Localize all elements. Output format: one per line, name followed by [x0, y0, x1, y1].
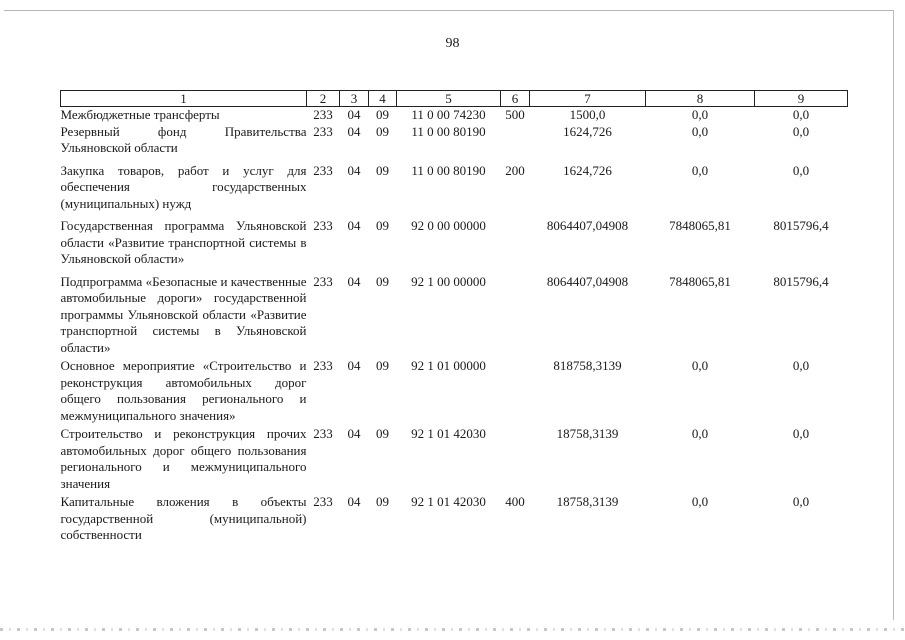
table-row — [61, 274, 848, 359]
cell-amount-col7: 8064407,04908 — [546, 273, 629, 289]
cell-name: Строительство и реконструкция прочих автомобильных дорог общего пользования регионального и межмуниципального значения — [60, 426, 307, 491]
cell-amount-col8: 0,0 — [691, 426, 709, 441]
scan-edge-bottom — [0, 628, 905, 631]
cell-target-article: 92 0 00 00000 — [411, 218, 486, 233]
header-col-7: 7 — [530, 91, 646, 107]
header-col-1: 1 — [61, 91, 307, 107]
cell-name: Капитальные вложения в объекты государственной (муниципальной) собственности — [60, 494, 307, 542]
cell-admin-code: 233 — [313, 123, 333, 139]
cell-section: 04 — [347, 123, 361, 139]
cell-section: 04 — [347, 273, 361, 289]
cell-expense-type: 500 — [505, 107, 525, 122]
cell-amount-col7: 8064407,04908 — [546, 218, 629, 233]
page-number: 98 — [445, 36, 460, 51]
cell-amount-col7: 1624,726 — [563, 162, 612, 178]
cell-admin-code: 233 — [313, 426, 333, 441]
budget-table — [60, 90, 848, 544]
cell-amount-col8: 7848065,81 — [669, 218, 731, 233]
cell-amount-col8: 0,0 — [691, 107, 709, 122]
header-col-4: 4 — [369, 91, 397, 107]
table-body — [61, 107, 848, 544]
cell-expense-type — [501, 358, 530, 426]
cell-admin-code: 233 — [313, 273, 333, 289]
header-col-5: 5 — [397, 91, 501, 107]
header-col-8: 8 — [646, 91, 755, 107]
scan-edge-right — [893, 10, 894, 620]
cell-admin-code: 233 — [313, 107, 333, 122]
cell-subsection: 09 — [376, 358, 389, 373]
cell-amount-col9: 0,0 — [792, 426, 810, 441]
header-row — [61, 91, 848, 107]
cell-amount-col8: 0,0 — [691, 123, 709, 139]
table-row — [61, 426, 848, 494]
cell-target-article: 11 0 00 74230 — [411, 107, 486, 122]
cell-subsection: 09 — [376, 218, 389, 233]
cell-name: Основное мероприятие «Строительство и реконструкция автомобильных дорог общего пользования регионального и межмуниципального значения» — [60, 358, 307, 423]
cell-amount-col8: 7848065,81 — [669, 273, 731, 289]
cell-subsection: 09 — [376, 107, 389, 122]
table-row — [61, 107, 848, 124]
cell-subsection: 09 — [376, 162, 389, 178]
cell-target-article: 92 1 01 42030 — [411, 426, 486, 441]
cell-admin-code: 233 — [313, 218, 333, 233]
cell-subsection: 09 — [376, 494, 389, 509]
cell-name: Межбюджетные трансферты — [60, 107, 220, 122]
table-row — [61, 358, 848, 426]
cell-amount-col9: 8015796,4 — [773, 273, 829, 289]
cell-amount-col9: 0,0 — [792, 358, 810, 373]
cell-amount-col9: 0,0 — [792, 123, 810, 139]
cell-name: Закупка товаров, работ и услуг для обеспечения государственных (муниципальных) нужд — [60, 162, 307, 211]
cell-section: 04 — [347, 426, 361, 441]
cell-subsection: 09 — [376, 273, 389, 289]
cell-amount-col8: 0,0 — [691, 494, 709, 509]
header-col-6: 6 — [501, 91, 530, 107]
header-col-2: 2 — [307, 91, 340, 107]
cell-admin-code: 233 — [313, 358, 333, 373]
cell-admin-code: 233 — [313, 162, 333, 178]
cell-target-article: 92 1 01 00000 — [411, 358, 486, 373]
cell-amount-col7: 818758,3139 — [553, 358, 622, 373]
cell-name: Подпрограмма «Безопасные и качественные автомобильные дороги» государственной программы Ульяновской области «Развитие транспортной системы в Ульяновской области» — [60, 273, 307, 355]
cell-section: 04 — [347, 162, 361, 178]
cell-amount-col9: 0,0 — [792, 494, 810, 509]
table-header — [61, 91, 848, 107]
cell-expense-type — [501, 124, 530, 163]
cell-section: 04 — [347, 494, 361, 509]
cell-amount-col7: 1500,0 — [569, 107, 606, 122]
header-col-3: 3 — [340, 91, 369, 107]
header-col-9: 9 — [755, 91, 848, 107]
cell-name: Государственная программа Ульяновской области «Развитие транспортной системы в Ульяновской области» — [60, 218, 307, 266]
cell-target-article: 11 0 00 80190 — [411, 123, 486, 139]
table-row — [61, 163, 848, 219]
cell-amount-col9: 0,0 — [792, 162, 810, 178]
cell-amount-col7: 18758,3139 — [556, 494, 619, 509]
cell-target-article: 92 1 00 00000 — [411, 273, 486, 289]
cell-amount-col7: 1624,726 — [563, 123, 612, 139]
cell-name: Резервный фонд Правительства Ульяновской области — [60, 123, 307, 155]
cell-amount-col9: 8015796,4 — [773, 218, 829, 233]
cell-expense-type — [501, 426, 530, 494]
cell-section: 04 — [347, 358, 361, 373]
table-row — [61, 218, 848, 274]
cell-target-article: 92 1 01 42030 — [411, 494, 486, 509]
cell-expense-type: 400 — [505, 494, 525, 509]
cell-amount-col8: 0,0 — [691, 162, 709, 178]
cell-amount-col8: 0,0 — [691, 358, 709, 373]
cell-subsection: 09 — [376, 426, 389, 441]
cell-admin-code: 233 — [313, 494, 333, 509]
scan-edge-top — [4, 10, 894, 11]
cell-subsection: 09 — [376, 123, 389, 139]
table-row — [61, 124, 848, 163]
cell-section: 04 — [347, 218, 361, 233]
cell-amount-col7: 18758,3139 — [556, 426, 619, 441]
cell-expense-type: 200 — [505, 162, 525, 178]
cell-section: 04 — [347, 107, 361, 122]
table-row — [61, 494, 848, 544]
cell-amount-col9: 0,0 — [792, 107, 810, 122]
cell-target-article: 11 0 00 80190 — [411, 162, 486, 178]
cell-expense-type — [501, 274, 530, 359]
cell-expense-type — [501, 218, 530, 274]
